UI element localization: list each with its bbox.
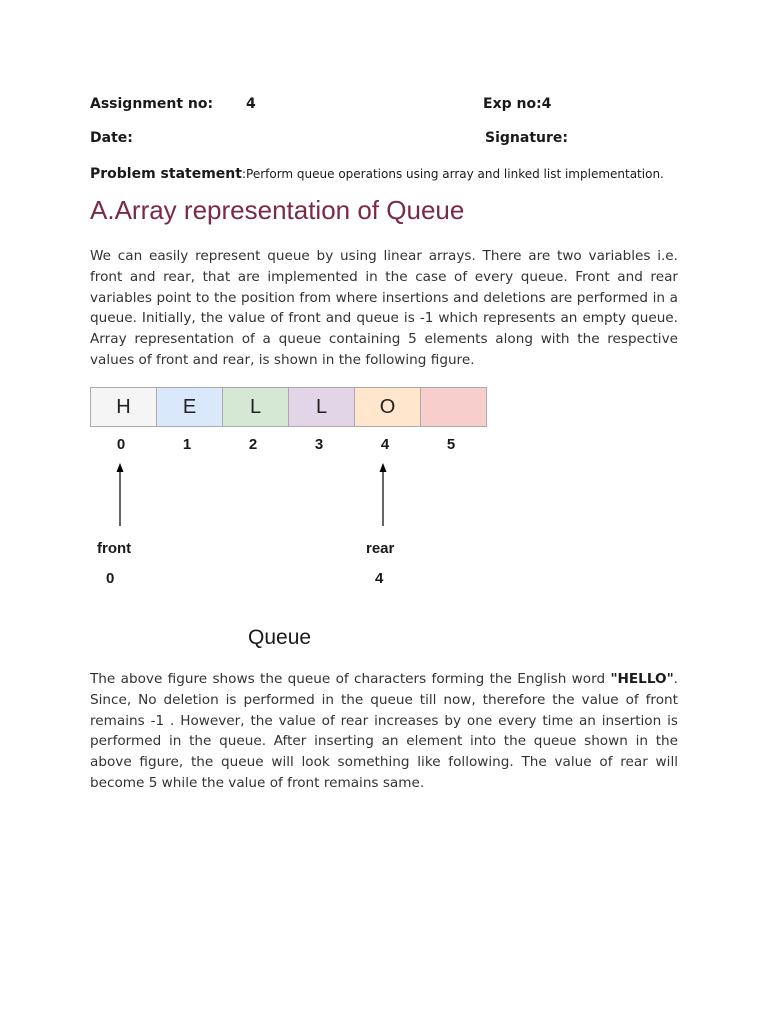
queue-cell: H — [90, 387, 157, 427]
queue-array — [90, 387, 487, 427]
second-paragraph — [90, 669, 678, 794]
queue-cell — [420, 387, 487, 427]
section-title: A.Array representation of Queue — [90, 195, 465, 225]
signature-label: Signature: — [485, 130, 568, 146]
exp-no-label: Exp no:4 — [483, 96, 552, 112]
queue-cell: E — [156, 387, 223, 427]
rear-label: rear — [366, 540, 395, 557]
front-value: 0 — [106, 570, 115, 587]
queue-index: 2 — [248, 436, 258, 453]
queue-index: 1 — [182, 436, 192, 453]
rear-arrow-icon — [373, 462, 393, 528]
intro-paragraph: We can easily represent queue by using linear arrays. There are two variables i.e. front and rear, that are implemented in the case of every queue. Front and rear variables point to the position from where insertions and deletions are performed in a queue. Initially, the value of front and queue is -1 which represents an empty queue. Array representation of a queue containing 5 elements along with the respective values of front and rear, is shown in the following figure. — [90, 248, 678, 368]
problem-statement-label: Problem statement — [90, 166, 242, 182]
hello-word: "HELLO" — [610, 671, 674, 687]
queue-index: 4 — [380, 436, 390, 453]
assignment-label: Assignment no: — [90, 96, 214, 112]
queue-index: 5 — [446, 436, 456, 453]
front-arrow-icon — [110, 462, 130, 528]
queue-index: 3 — [314, 436, 324, 453]
figure-caption: Queue — [248, 626, 312, 649]
problem-statement-text: :Perform queue operations using array and linked list implementation. — [241, 167, 664, 181]
assignment-value: 4 — [246, 96, 256, 112]
queue-index: 0 — [116, 436, 126, 453]
rear-value: 4 — [375, 570, 384, 587]
problem-statement — [90, 163, 664, 182]
front-label: front — [97, 540, 132, 557]
queue-cell: L — [222, 387, 289, 427]
second-paragraph-part2: . Since, No deletion is performed in the queue till now, therefore the value of front remains -1 . However, the value of rear increases by one every time an insertion is performed in the queue. After inserting an element into the queue shown in the above figure, the queue will look something like following. The value of rear will become 5 while the value of front remains same. — [90, 671, 678, 791]
second-paragraph-part1: The above figure shows the queue of characters forming the English word — [90, 671, 611, 687]
queue-cell: O — [354, 387, 421, 427]
queue-cell: L — [288, 387, 355, 427]
date-label: Date: — [90, 130, 133, 146]
